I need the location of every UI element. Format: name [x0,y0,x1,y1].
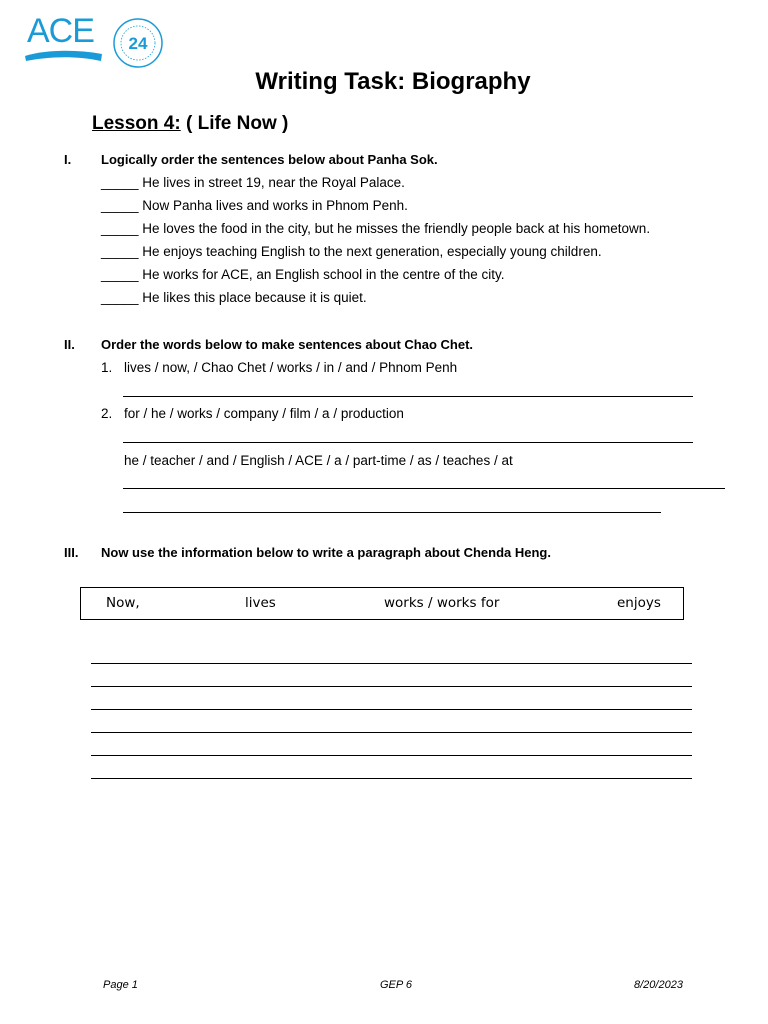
word-order-prompt: for / he / works / company / film / a / production [124,406,404,421]
page-title: Writing Task: Biography [255,68,531,95]
answer-line[interactable] [123,512,661,513]
lesson-heading [92,113,288,135]
word-box-item: works / works for [384,595,500,611]
anniversary-badge-icon [112,17,164,69]
answer-line[interactable] [123,488,725,489]
word-box [80,587,684,620]
section-1-instruction: Logically order the sentences below about Panha Sok. [101,152,438,167]
answer-line[interactable] [123,396,693,397]
section-2-instruction: Order the words below to make sentences about Chao Chet. [101,337,474,352]
section-3-instruction: Now use the information below to write a paragraph about Chenda Heng. [101,545,551,560]
word-order-prompt: lives / now, / Chao Chet / works / in / and / Phnom Penh [124,360,458,375]
writing-line[interactable] [91,732,692,733]
sentence-item: _____ He likes this place because it is quiet. [101,290,367,305]
badge-number: 24 [128,34,148,53]
answer-line[interactable] [123,442,693,443]
lesson-topic: ( Life Now ) [185,113,289,134]
logo-swoosh-icon [24,44,104,64]
writing-line[interactable] [91,755,692,756]
section-3-number: III. [64,545,79,560]
section-1-number: I. [64,152,72,167]
sentence-item: _____ Now Panha lives and works in Phnom Penh. [101,198,408,213]
writing-line[interactable] [91,686,692,687]
sentence-item: _____ He enjoys teaching English to the next generation, especially young children. [101,244,602,259]
writing-line[interactable] [91,709,692,710]
writing-line[interactable] [91,778,692,779]
sentence-item: _____ He lives in street 19, near the Royal Palace. [101,175,405,190]
word-order-number: 2. [101,406,113,421]
word-order-prompt: he / teacher / and / English / ACE / a / part-time / as / teaches / at [124,453,513,468]
word-box-item: Now, [106,595,140,611]
footer-page: Page 1 [103,979,138,991]
word-box-item: enjoys [617,595,661,611]
word-order-number: 1. [101,360,113,375]
ace-logo-text: ACE [27,12,94,50]
word-box-item: lives [245,595,276,611]
sentence-item: _____ He loves the food in the city, but he misses the friendly people back at his hometown. [101,221,651,236]
writing-line[interactable] [91,663,692,664]
footer-code: GEP 6 [380,979,412,991]
sentence-item: _____ He works for ACE, an English school in the centre of the city. [101,267,505,282]
footer-date: 8/20/2023 [634,979,683,991]
lesson-label: Lesson 4: [92,113,181,134]
section-2-number: II. [64,337,75,352]
